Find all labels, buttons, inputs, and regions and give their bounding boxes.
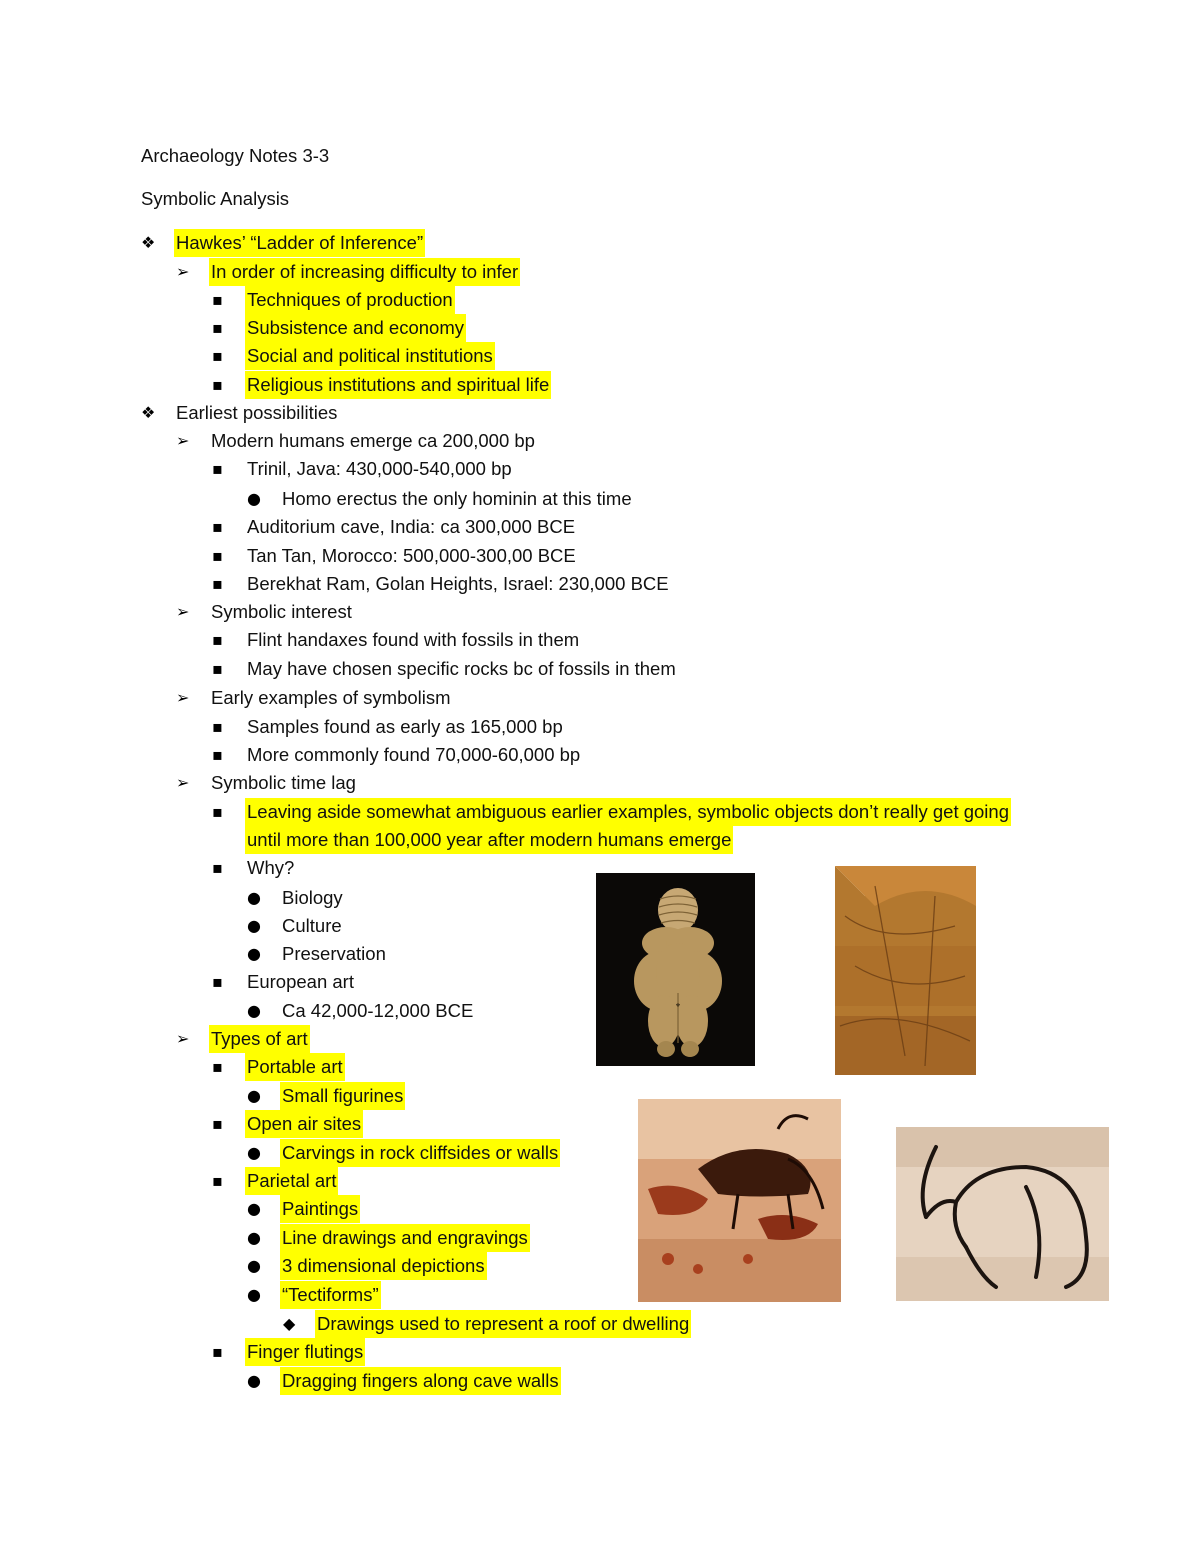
dot-bullet-icon: ●	[247, 916, 261, 935]
square-bullet-icon: ▪	[212, 546, 223, 565]
outline-text: In order of increasing difficulty to infer	[209, 258, 520, 286]
dot-bullet-icon: ●	[247, 1143, 261, 1162]
subtitle-text: Symbolic Analysis	[141, 188, 290, 209]
outline-text: Small figurines	[280, 1082, 405, 1110]
title-text: Archaeology Notes 3-3	[141, 145, 330, 166]
square-bullet-icon: ▪	[212, 745, 223, 764]
outline-text: “Tectiforms”	[280, 1281, 381, 1309]
dot-bullet-icon: ●	[247, 1285, 261, 1304]
dot-bullet-icon: ●	[247, 1228, 261, 1247]
dot-bullet-icon: ●	[247, 944, 261, 963]
outline-text: 3 dimensional depictions	[280, 1252, 487, 1280]
outline-text: Preservation	[282, 943, 386, 964]
dot-bullet-icon: ●	[247, 1199, 261, 1218]
dot-bullet-icon: ●	[247, 489, 261, 508]
dot-bullet-icon: ●	[247, 1086, 261, 1105]
arrow-bullet-icon: ➢	[176, 262, 190, 281]
outline-text: Tan Tan, Morocco: 500,000-300,00 BCE	[247, 545, 576, 566]
outline-text: Dragging fingers along cave walls	[280, 1367, 561, 1395]
outline-text: May have chosen specific rocks bc of fossils in them	[247, 658, 676, 679]
square-bullet-icon: ▪	[212, 517, 223, 536]
outline-text: Leaving aside somewhat ambiguous earlier examples, symbolic objects don’t really get going	[245, 798, 1011, 826]
outline-text: Parietal art	[245, 1167, 338, 1195]
outline-text: Subsistence and economy	[245, 314, 466, 342]
outline-text: until more than 100,000 year after modern humans emerge	[245, 826, 733, 854]
outline-text: Religious institutions and spiritual life	[245, 371, 551, 399]
square-bullet-icon: ▪	[212, 659, 223, 678]
venus-figurine-photo	[596, 873, 755, 1066]
square-bullet-icon: ▪	[212, 1342, 223, 1361]
outline-text: Modern humans emerge ca 200,000 bp	[211, 430, 535, 451]
square-bullet-icon: ▪	[212, 346, 223, 365]
arrow-bullet-icon: ➢	[176, 431, 190, 450]
outline-text: Hawkes’ “Ladder of Inference”	[174, 229, 425, 257]
diamond-small-bullet-icon: ◆	[283, 1314, 296, 1333]
dot-bullet-icon: ●	[247, 1001, 261, 1020]
square-bullet-icon: ▪	[212, 574, 223, 593]
square-bullet-icon: ▪	[212, 972, 223, 991]
square-bullet-icon: ▪	[212, 630, 223, 649]
square-bullet-icon: ▪	[212, 375, 223, 394]
outline-text: Why?	[247, 857, 295, 878]
arrow-bullet-icon: ➢	[176, 688, 190, 707]
square-bullet-icon: ▪	[212, 1171, 223, 1190]
outline-text: Trinil, Java: 430,000-540,000 bp	[247, 458, 512, 479]
outline-text: Ca 42,000-12,000 BCE	[282, 1000, 474, 1021]
outline-text: Culture	[282, 915, 342, 936]
outline-text: Paintings	[280, 1195, 360, 1223]
square-bullet-icon: ▪	[212, 802, 223, 821]
square-bullet-icon: ▪	[212, 1114, 223, 1133]
outline-text: Flint handaxes found with fossils in them	[247, 629, 580, 650]
outline-text: Symbolic time lag	[211, 772, 356, 793]
outline-text: Line drawings and engravings	[280, 1224, 530, 1252]
outline-text: Finger flutings	[245, 1338, 365, 1366]
dot-bullet-icon: ●	[247, 1256, 261, 1275]
outline-text: Homo erectus the only hominin at this time	[282, 488, 632, 509]
outline-text: Portable art	[245, 1053, 345, 1081]
outline-text: Social and political institutions	[245, 342, 495, 370]
outline-text: Techniques of production	[245, 286, 455, 314]
outline-text: Earliest possibilities	[176, 402, 338, 423]
outline-text: Samples found as early as 165,000 bp	[247, 716, 563, 737]
rock-engraving-photo	[835, 866, 976, 1075]
square-bullet-icon: ▪	[212, 290, 223, 309]
outline-text: Biology	[282, 887, 343, 908]
arrow-bullet-icon: ➢	[176, 773, 190, 792]
cave-painting-photo	[638, 1099, 841, 1302]
square-bullet-icon: ▪	[212, 459, 223, 478]
arrow-bullet-icon: ➢	[176, 1029, 190, 1048]
outline-text: Symbolic interest	[211, 601, 352, 622]
outline-text: Auditorium cave, India: ca 300,000 BCE	[247, 516, 576, 537]
outline-text: Berekhat Ram, Golan Heights, Israel: 230,000 BCE	[247, 573, 669, 594]
outline-text: Open air sites	[245, 1110, 363, 1138]
square-bullet-icon: ▪	[212, 1057, 223, 1076]
outline-text: Early examples of symbolism	[211, 687, 451, 708]
outline-text: European art	[247, 971, 354, 992]
dot-bullet-icon: ●	[247, 1371, 261, 1390]
rhino-drawing-photo	[896, 1127, 1109, 1301]
outline-text: Types of art	[209, 1025, 310, 1053]
dot-bullet-icon: ●	[247, 888, 261, 907]
square-bullet-icon: ▪	[212, 858, 223, 877]
diamond-bullet-icon: ❖	[141, 403, 156, 422]
diamond-bullet-icon: ❖	[141, 233, 156, 252]
square-bullet-icon: ▪	[212, 318, 223, 337]
arrow-bullet-icon: ➢	[176, 602, 190, 621]
square-bullet-icon: ▪	[212, 717, 223, 736]
outline-text: Carvings in rock cliffsides or walls	[280, 1139, 560, 1167]
outline-text: Drawings used to represent a roof or dwelling	[315, 1310, 691, 1338]
outline-text: More commonly found 70,000-60,000 bp	[247, 744, 581, 765]
